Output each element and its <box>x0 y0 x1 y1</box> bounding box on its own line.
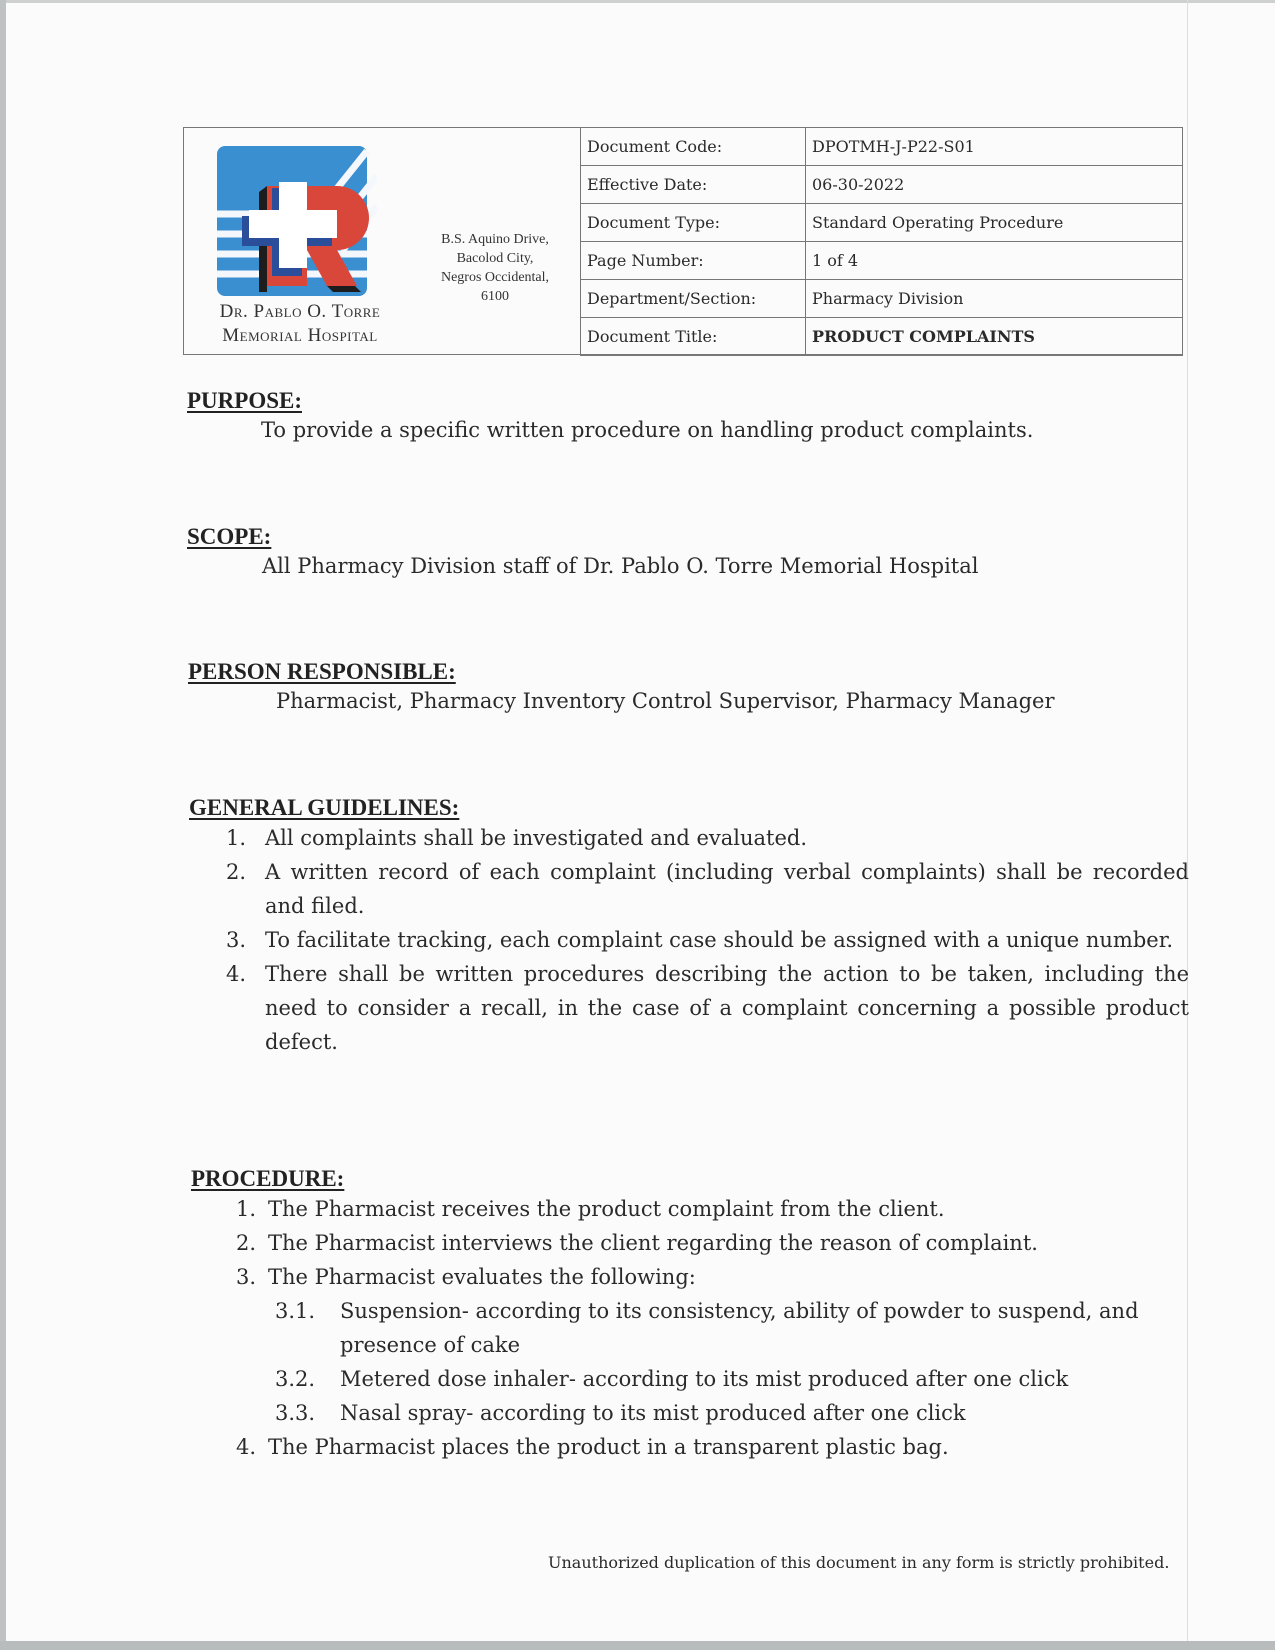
list-number: 1. <box>226 826 247 850</box>
list-item <box>191 1226 1191 1260</box>
list-text: Nasal spray- according to its mist produced after one click <box>340 1401 966 1425</box>
scan-edge-left <box>0 0 6 1650</box>
list-number: 2. <box>226 860 247 884</box>
procedure-list <box>191 1192 1191 1464</box>
person-responsible-heading: PERSON RESPONSIBLE: <box>188 659 456 684</box>
list-item <box>189 855 1189 923</box>
purpose-heading: PURPOSE: <box>187 388 302 413</box>
meta-value: 06-30-2022 <box>806 166 1183 204</box>
document-meta-table <box>580 127 1183 356</box>
procedure-heading: PROCEDURE: <box>191 1166 345 1191</box>
procedure-section <box>191 1166 1191 1464</box>
hospital-name <box>185 300 415 348</box>
list-text: The Pharmacist places the product in a transparent plastic bag. <box>268 1435 949 1459</box>
address-line: Negros Occidental, <box>440 270 550 285</box>
document-title: PRODUCT COMPLAINTS <box>806 318 1183 356</box>
list-text: The Pharmacist evaluates the following: <box>268 1265 696 1289</box>
list-item <box>191 1192 1191 1226</box>
meta-label: Effective Date: <box>581 166 806 204</box>
scope-text: All Pharmacy Division staff of Dr. Pablo O. Torre Memorial Hospital <box>262 554 979 578</box>
sub-list-item <box>191 1362 1191 1396</box>
hospital-name-line1: Dr. Pablo O. Torre <box>219 301 381 322</box>
list-number: 3.2. <box>275 1367 316 1391</box>
guidelines-list <box>189 821 1189 1059</box>
list-text: There shall be written procedures describing the action to be taken, including the need to consider a recall, in the case of a complaint concerning a possible product defect. <box>265 962 1189 1054</box>
list-number: 3. <box>226 928 247 952</box>
hospital-logo-icon <box>217 146 377 302</box>
list-item <box>189 957 1189 1059</box>
list-text: To facilitate tracking, each complaint case should be assigned with a unique number. <box>265 928 1174 952</box>
person-responsible-text: Pharmacist, Pharmacy Inventory Control Supervisor, Pharmacy Manager <box>276 689 1055 713</box>
list-item <box>191 1260 1191 1294</box>
list-text: Suspension- according to its consistency, ability of powder to suspend, and presence of cake <box>340 1299 1139 1357</box>
hospital-address <box>410 230 580 306</box>
address-line: 6100 <box>481 289 509 304</box>
list-text: All complaints shall be investigated and evaluated. <box>265 826 808 850</box>
meta-label: Page Number: <box>581 242 806 280</box>
meta-value: Pharmacy Division <box>806 280 1183 318</box>
scope-section <box>187 524 978 578</box>
scan-edge-top <box>0 0 1275 3</box>
list-number: 3. <box>236 1265 257 1289</box>
sub-list-item <box>191 1294 1191 1362</box>
meta-row-effective-date <box>581 166 1183 204</box>
footer-notice: Unauthorized duplication of this document in any form is strictly prohibited. <box>548 1553 1170 1572</box>
list-number: 3.1. <box>275 1299 316 1323</box>
meta-row-code <box>581 128 1183 166</box>
list-number: 1. <box>236 1197 257 1221</box>
meta-label: Document Title: <box>581 318 806 356</box>
general-guidelines-heading: GENERAL GUIDELINES: <box>189 795 460 820</box>
sub-list-item <box>191 1396 1191 1430</box>
list-item <box>189 821 1189 855</box>
meta-row-page-number <box>581 242 1183 280</box>
list-item <box>189 923 1189 957</box>
list-text: The Pharmacist receives the product complaint from the client. <box>268 1197 945 1221</box>
list-number: 3.3. <box>275 1401 316 1425</box>
meta-row-title <box>581 318 1183 356</box>
scan-edge-bottom <box>0 1641 1275 1650</box>
list-item <box>191 1430 1191 1464</box>
meta-value: DPOTMH-J-P22-S01 <box>806 128 1183 166</box>
person-responsible-section <box>188 659 1055 713</box>
address-line: B.S. Aquino Drive, <box>441 232 549 247</box>
meta-row-type <box>581 204 1183 242</box>
meta-value: Standard Operating Procedure <box>806 204 1183 242</box>
general-guidelines-section <box>189 795 1189 1059</box>
meta-label: Document Code: <box>581 128 806 166</box>
list-text: The Pharmacist interviews the client regarding the reason of complaint. <box>268 1231 1038 1255</box>
list-number: 4. <box>236 1435 257 1459</box>
meta-row-department <box>581 280 1183 318</box>
list-number: 4. <box>226 962 247 986</box>
address-line: Bacolod City, <box>456 251 534 266</box>
list-text: A written record of each complaint (including verbal complaints) shall be recorded and filed. <box>265 860 1189 918</box>
list-number: 2. <box>236 1231 257 1255</box>
purpose-text: To provide a specific written procedure on handling product complaints. <box>261 418 1034 442</box>
scope-heading: SCOPE: <box>187 524 272 549</box>
meta-value: 1 of 4 <box>806 242 1183 280</box>
meta-label: Document Type: <box>581 204 806 242</box>
hospital-name-line2: Memorial Hospital <box>222 325 378 346</box>
list-text: Metered dose inhaler- according to its mist produced after one click <box>340 1367 1069 1391</box>
meta-label: Department/Section: <box>581 280 806 318</box>
purpose-section <box>187 388 1033 442</box>
